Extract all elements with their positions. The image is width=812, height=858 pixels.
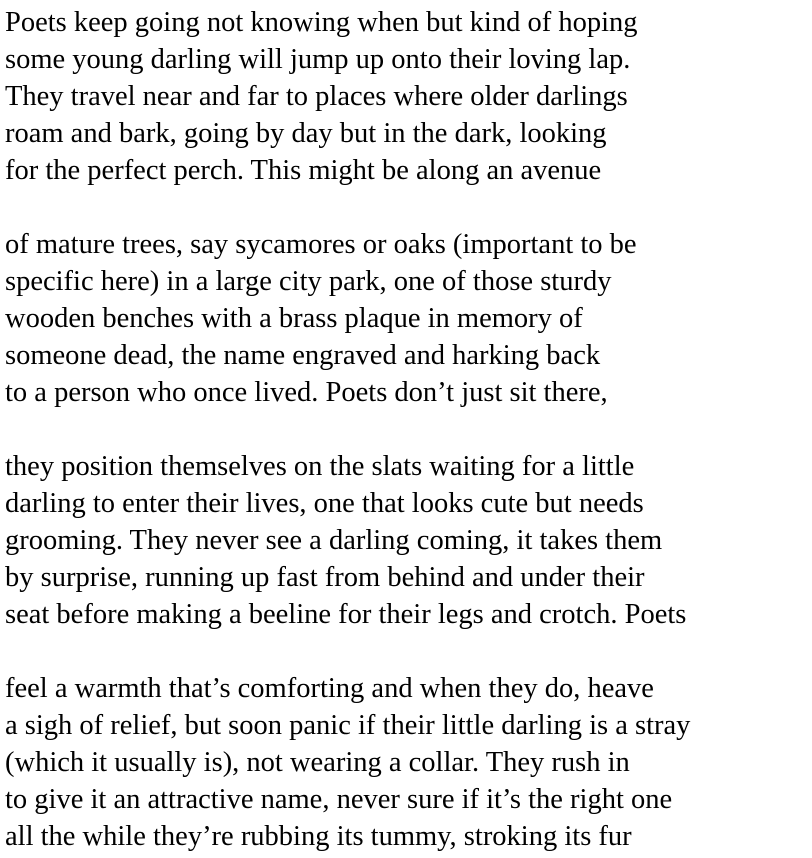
poem-line: grooming. They never see a darling coming, it takes them bbox=[5, 525, 663, 556]
poem-line: specific here) in a large city park, one of those sturdy bbox=[5, 266, 612, 297]
poem-line: they position themselves on the slats waiting for a little bbox=[5, 451, 635, 482]
poem-line: roam and bark, going by day but in the dark, looking bbox=[5, 118, 607, 149]
poem-line: for the perfect perch. This might be along an avenue bbox=[5, 155, 602, 186]
poem-line: darling to enter their lives, one that looks cute but needs bbox=[5, 488, 644, 519]
stanza-3 bbox=[5, 448, 805, 633]
poem-text bbox=[5, 4, 805, 855]
stanza-2 bbox=[5, 226, 805, 411]
poem-line: feel a warmth that’s comforting and when they do, heave bbox=[5, 673, 654, 704]
poem-line: They travel near and far to places where older darlings bbox=[5, 81, 628, 112]
poem-line: of mature trees, say sycamores or oaks (important to be bbox=[5, 229, 637, 260]
poem-line: someone dead, the name engraved and harking back bbox=[5, 340, 601, 371]
poem-line: Poets keep going not knowing when but kind of hoping bbox=[5, 7, 638, 38]
poem-line: seat before making a beeline for their legs and crotch. Poets bbox=[5, 599, 687, 630]
poem-line: to a person who once lived. Poets don’t just sit there, bbox=[5, 377, 608, 408]
poem-line: some young darling will jump up onto their loving lap. bbox=[5, 44, 631, 75]
poem-line: a sigh of relief, but soon panic if their little darling is a stray bbox=[5, 710, 691, 741]
stanza-1 bbox=[5, 4, 805, 189]
stanza-4 bbox=[5, 670, 805, 855]
poem-line: wooden benches with a brass plaque in memory of bbox=[5, 303, 583, 334]
poem-line: (which it usually is), not wearing a collar. They rush in bbox=[5, 747, 630, 778]
poem-line: by surprise, running up fast from behind and under their bbox=[5, 562, 645, 593]
poem-line: to give it an attractive name, never sure if it’s the right one bbox=[5, 784, 673, 815]
poem-line: all the while they’re rubbing its tummy, stroking its fur bbox=[5, 821, 632, 852]
